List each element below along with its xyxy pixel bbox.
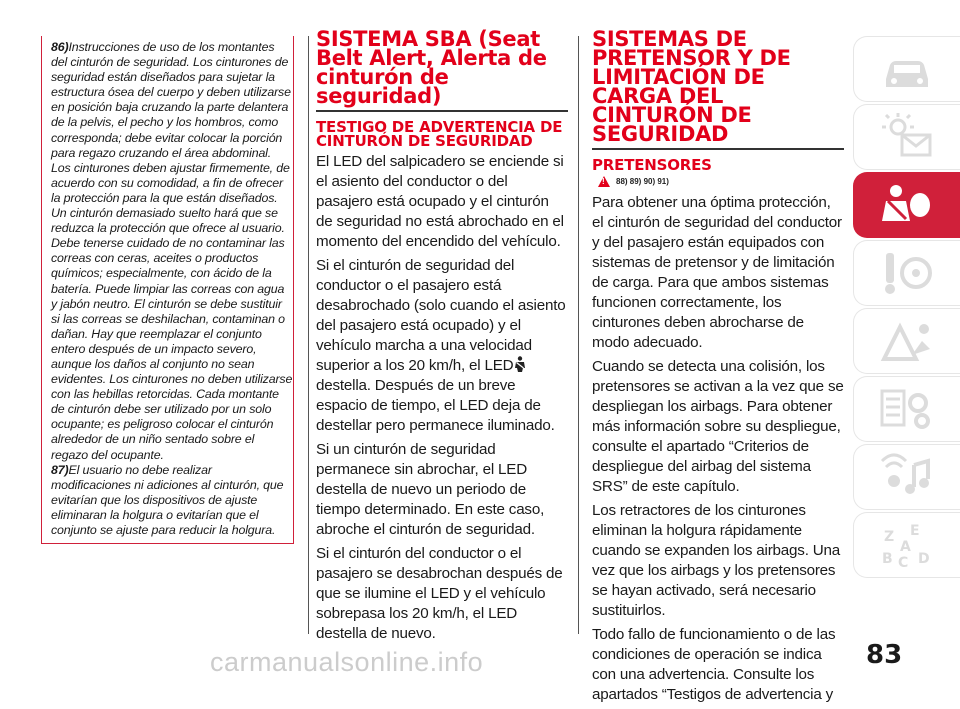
svg-text:D: D: [918, 551, 930, 567]
chapter-tabs: [853, 36, 960, 580]
sba-paragraph-1: El LED del salpicadero se enciende si el asiento del conductor o del pasajero está ocupado y el cinturón de seguridad no está abrochado en el momento del encendido del vehículo.: [316, 153, 564, 250]
svg-text:A: A: [900, 539, 911, 555]
pretensioner-paragraph-1: Para obtener una óptima protección, el cinturón de seguridad del conductor y del pasajero están equipados con sistemas de pretensor y de limitación de carga. Para que ambos sistemas funcionen correctamente, los cinturones deben abrocharse de modo adecuado.: [592, 194, 842, 351]
car-dashboard-icon: [876, 43, 938, 95]
heading-rule: [316, 110, 568, 112]
svg-text:B: B: [882, 551, 893, 567]
pretensioner-paragraph-3: Los retractores de los cinturones eliminan la holgura rápidamente cuando se expanden los airbags. Una vez que los airbags y los pretensores se hayan activado, será necesario sustituirlos.: [592, 502, 840, 619]
key-steering-wheel-icon: [876, 247, 938, 299]
tab-starting-driving[interactable]: [853, 240, 960, 306]
sba-paragraph-4: Si el cinturón del conductor o el pasajero se desabrochan después de que se ilumine el LED y el vehículo sobrepasa los 20 km/h, el LED destella de nuevo.: [316, 545, 563, 642]
tab-index[interactable]: [853, 512, 960, 578]
sba-paragraph-2b: destella. Después de un breve espacio de tiempo, el LED deja de destellar pero permanece iluminado.: [316, 377, 555, 434]
maintenance-gears-icon: [876, 383, 938, 435]
tab-warning-lights[interactable]: [853, 104, 960, 170]
sba-subtitle: TESTIGO DE ADVERTENCIA DE CINTURÓN DE SEGURIDAD: [316, 118, 563, 150]
column-divider: [578, 36, 579, 634]
seatbelt-warning-icon: [513, 356, 527, 372]
sba-paragraph-2a: Si el cinturón de seguridad del conductor o el pasajero está desabrochado (solo cuando el asiento del pasajero está ocupado) y el vehículo marcha a una velocidad superior a los 20 km/h, el LED: [316, 257, 566, 374]
warnings-box: [41, 36, 294, 544]
svg-text:Z: Z: [884, 529, 895, 545]
pretensioner-section: [592, 27, 844, 709]
sba-title: SISTEMA SBA (Seat Belt Alert, Alerta de cinturón de seguridad): [316, 27, 547, 108]
tab-maintenance[interactable]: [853, 376, 960, 442]
tab-safety[interactable]: [853, 172, 960, 238]
reference-numbers: 88) 89) 90) 91): [616, 177, 669, 186]
warning-text: Instrucciones de uso de los montantes del cinturón de seguridad. Los cinturones de seguridad están diseñados para sujetar la estructura ósea del cuerpo y deben utilizarse en posición baja cruzando la parte delantera de la pelvis, el pecho y los hombros, como corresponda; debe evitar colocar la porción para regazo cruzando el área abdominal. Los cinturones deben ajustar firmemente, de acuerdo con su comodidad, a fin de ofrecer la protección para la que están diseñados. Un cinturón demasiado suelto hará que se reduzca la protección que ofrece al usuario. Debe tenerse cuidado de no contaminar las correas con ceras, aceites o productos químicos; especialmente, con ácido de la batería. Puede limpiar las correas con agua y jabón neutro. El cinturón se debe sustituir si las correas se deshilachan, contaminan o dañan. Hay que reemplazar el conjunto entero después de un impacto severo, aunque los daños al conjunto no sean evidentes. Los cinturones no deben utilizarse con las hebillas retorcidas. Cada montante de cinturón debe ser utilizado por un solo ocupante; es peligroso colocar el cinturón alrededor de un niño sentado sobre el regazo del ocupante.: [51, 40, 293, 462]
svg-text:E: E: [910, 523, 920, 539]
seatbelt-airbag-icon: [876, 179, 938, 231]
roadside-emergency-icon: [876, 315, 938, 367]
tab-emergency[interactable]: [853, 308, 960, 374]
sba-paragraph-2: [316, 256, 568, 436]
svg-text:C: C: [898, 555, 909, 571]
warning-triangle-icon: [598, 176, 610, 187]
warning-text: El usuario no debe realizar modificaciones ni adiciones al cinturón, que evitarían que los dispositivos de ajuste eliminaran la holgura o evitarían que el conjunto se ajuste para reducir la holgura.: [51, 462, 284, 537]
warning-number: 87): [51, 462, 69, 477]
warning-86: [51, 40, 293, 463]
pretensioner-title: SISTEMAS DE PRETENSOR Y DE LIMITACIÓN DE CARGA DEL CINTURÓN DE SEGURIDAD: [592, 27, 791, 146]
warning-number: 86): [51, 40, 69, 54]
tab-multimedia[interactable]: [853, 444, 960, 510]
watermark: carmanualsonline.info: [210, 647, 484, 677]
pretensioner-subtitle: PRETENSORES: [592, 156, 712, 174]
multimedia-music-icon: [876, 451, 938, 503]
alphabetical-index-icon: [876, 519, 938, 571]
sba-section: [316, 27, 568, 648]
page-number: 83: [866, 640, 903, 670]
column-divider: [308, 36, 309, 634]
tab-car-dashboard[interactable]: [853, 36, 960, 102]
warning-light-envelope-icon: [876, 111, 938, 163]
pretensioner-paragraph-2: Cuando se detecta una colisión, los pretensores se activan a la vez que se despliegan los airbags. Para obtener más información sobre su despliegue, consulte el apartado “Criterios de despliegue del airbag del sistema SRS” de este capítulo.: [592, 358, 844, 495]
sba-paragraph-3: Si un cinturón de seguridad permanece sin abrochar, el LED destella de nuevo un periodo de tiempo determinado. En este caso, abroche el cinturón de seguridad.: [316, 441, 545, 538]
pretensioner-paragraph-4: Todo fallo de funcionamiento o de las condiciones de operación se indica con una advertencia. Consulte los apartados “Testigos de advertencia y: [592, 626, 836, 703]
warning-87: [51, 463, 293, 538]
warning-references: [598, 176, 844, 187]
heading-rule: [592, 148, 844, 150]
